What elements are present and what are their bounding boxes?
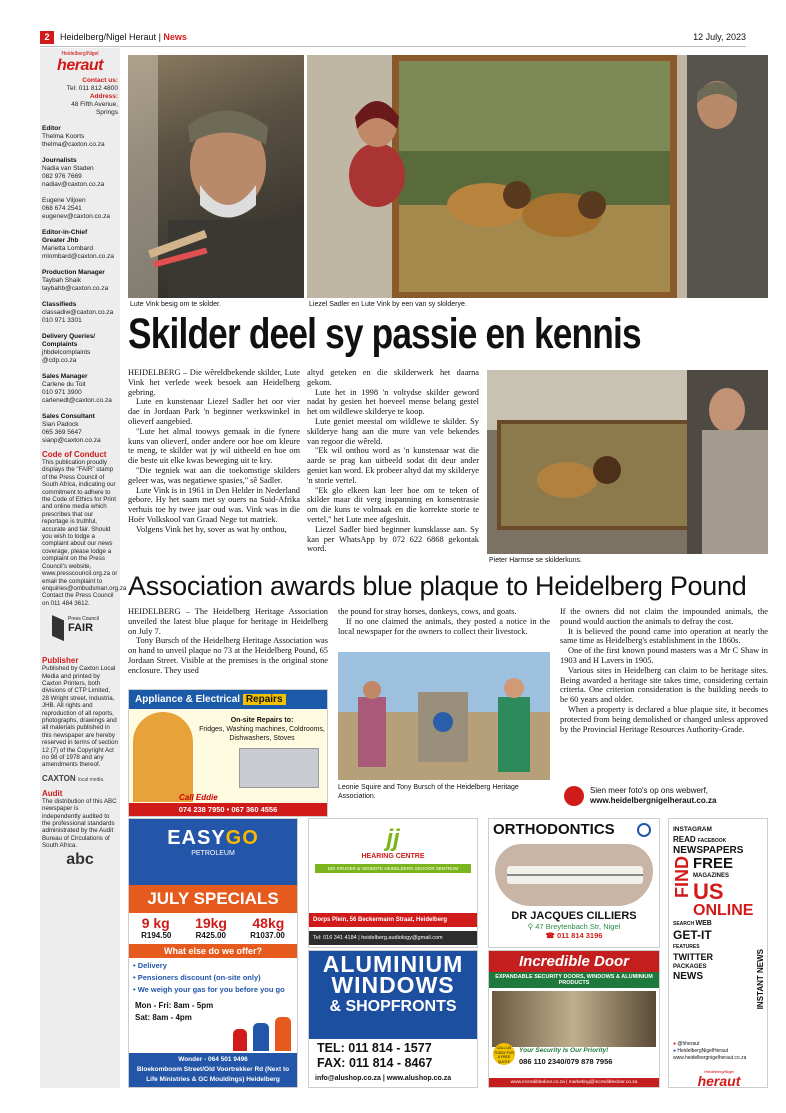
- article-paragraph: Volgens Vink het hy, sover as wat hy onthou,: [136, 524, 287, 534]
- staff-role: Sales Manager: [42, 373, 88, 380]
- audit-text: The distribution of this ABC newspaper is independently audited to the professional standards administrated by the Audit Bureau of Circulations of South Africa.: [42, 797, 117, 850]
- article-paragraph: If no one claimed the animals, they posted a notice in the local newspaper for the owners to collect their livestock.: [338, 616, 550, 636]
- caption-photo-3: Pieter Harmse se skilderkuns.: [489, 557, 582, 564]
- abc-logo: abc: [66, 850, 94, 868]
- headline-blue-plaque: Association awards blue plaque to Heidelberg Pound: [128, 571, 747, 601]
- article-paragraph: Lute Vink is in 1961 in Den Helder in Nederland gebore. Hy het saam met sy ouers na Suid-Afrika verhuis toe hy twee jaar oud was. Vink was in die Hoër Volkskool van Graad Nege tot matriek.: [128, 485, 300, 524]
- header-rule: [40, 46, 746, 47]
- code-of-conduct-text: This publication proudly displays the "FAIR" stamp of the Press Council of South Africa, indicating our commitment to adhere to the Code of Ethics for Print and online media which prescribes that our reportage is truthful, accurate and fair. Should you wish to lodge a complaint about our news coverage, please lodge a complaint on the Press Council's website, www.presscouncil.org.za or email the complaint to enquiries@ombudsman.org.za Contact the Press Council on 011 484 3612.: [42, 459, 127, 607]
- staff-contact: 010 971 3301: [42, 317, 82, 324]
- article-paragraph: "Ek glo elkeen kan leer hoe om te teken of skilder maar dit verg inspanning en konsentrasie om die kuns te volmaak en die korrekte storie te vertel," het Lute mee afgesluit.: [307, 485, 479, 524]
- caption-photo-1: Lute Vink besig om te skilder.: [130, 301, 221, 308]
- article-paragraph: "Lute het almal toowys gemaak in die fynere kuns van olieverf, onder andere oor hoe om kleure te meng, te skilder wat jy wil uitbeeld en hoe om die beste uit elke kwas beweging uit te kry.: [128, 426, 300, 466]
- door-products-image: [492, 991, 656, 1047]
- staff-role: Production Manager: [42, 269, 105, 276]
- staff-entry: [42, 229, 118, 261]
- article-paragraph: Tony Bursch of the Heidelberg Heritage Association was on hand to unveil plaque no 73 at the Heidelberg Pound, 65 Jordaan Street. Visible at the premises is the original stone enclosure. They used: [128, 636, 328, 675]
- audit-heading: Audit: [42, 788, 63, 798]
- plaque-illustration: [338, 652, 550, 780]
- heraut-logo: Heidelberg/Nigel heraut: [57, 51, 103, 74]
- article-paragraph: Lute het in 1998 'n voltydse skilder geword nadat hy gesien het hoeveel mense belang gestel het om wildlewe skilderye te koop.: [307, 387, 479, 417]
- appliance-title: Appliance & Electrical Repairs: [129, 690, 327, 709]
- staff-entry: [42, 125, 118, 149]
- staff-contact: @cdp.co.za: [42, 357, 77, 364]
- staff-entry: [42, 413, 118, 445]
- staff-name: classadiw@caxton.co.za: [42, 309, 114, 316]
- photo-pieter-harmse: [487, 370, 768, 554]
- press-council-fair-logo: Press Council FAIR: [42, 613, 118, 643]
- article-paragraph: Liezel Sadler bied beginner kunsklasse aan. Sy kan per WhatsApp by 072 622 6868 gekontak word.: [307, 524, 479, 554]
- article-paragraph: One of the first known pound masters was a Mr C Shaw in 1903 and H Lavers in 1905.: [560, 646, 768, 665]
- harmse-illustration: [487, 370, 768, 554]
- article-paragraph: Various sites in Heidelberg can claim to be heritage sites. Being awarded a heritage site takes time, considering certain criteria. One criterion consideration is the building needs to be 60 years and older.: [560, 665, 768, 705]
- staff-entry: [42, 197, 118, 221]
- article-paragraph: "Ek wil onthou word as 'n kunstenaar wat die aarde se prag kan uitbeeld sodat dit deur ander geniet kan word. Ek probeer altyd dat my skilderye 'n storie vertel.: [307, 446, 479, 485]
- staff-role: Sales Consultant: [42, 413, 95, 420]
- section-label: News: [163, 32, 187, 42]
- ad-aluminium-windows[interactable]: ALUMINIUM WINDOWS & SHOPFRONTS TEL: 011 814 - 1577 FAX: 011 814 - 8467 info@alushop.co.za | www.alushop.co.za: [308, 950, 478, 1088]
- staff-entry: [42, 157, 118, 189]
- lions-illustration: [307, 55, 768, 298]
- staff-contact: 065 369 5647 sianp@caxton.co.za: [42, 429, 101, 444]
- gas-cylinders-icon: [233, 1015, 293, 1051]
- code-of-conduct-heading: Code of Conduct: [42, 450, 107, 459]
- pin-icon: ⚲: [527, 922, 534, 931]
- staff-role: Delivery Queries/ Complaints: [42, 333, 96, 348]
- smile-teeth-image: [495, 844, 653, 906]
- ad-incredible-door[interactable]: Incredible Door EXPANDABLE SECURITY DOORS, WINDOWS & ALUMINIUM PRODUCTS CALL US TODAY FOR A FREE QUOTE Your Security Is Our Priority! 086 110 2340/079 878 7956 www.incredibledoor.co.za | marketing@incredibledoor.co.za: [488, 950, 660, 1088]
- article-paragraph: Lute en kunstenaar Liezel Sadler het oor vier dae in Jordaan Park 'n beginner werkswinkel in olieverf aangebied.: [128, 397, 300, 426]
- staff-name: Carlene du Toit: [42, 381, 86, 388]
- tooth-icon: [637, 823, 651, 837]
- article-paragraph: HEIDELBERG – Die wêreldbekende skilder, Lute Vink het verlede week besoek aan Heidelberg gebring.: [128, 368, 300, 397]
- staff-contact: 010 971 3900 carlenedt@caxton.co.za: [42, 389, 112, 404]
- ad-orthodontics[interactable]: ORTHODONTICS DR JACQUES CILLIERS ⚲ 47 Breytenbach Str, Nigel ☎ 011 814 3196: [488, 818, 660, 948]
- caption-photo-2: Liezel Sadler en Lute Vink by een van sy skilderye.: [309, 301, 467, 308]
- article-paragraph: the pound for stray horses, donkeys, cows, and goats.: [338, 607, 517, 616]
- staff-role: Editor: [42, 125, 61, 132]
- publisher-text: Published by Caxton Local Media and printed by Caxton Printers, both divisions of CTP Limited, 28 Wright street, Industria, JHB. All rights and reproduction of all reports, photographs, drawings and all materials published in this newspaper are hereby reserved in terms of section 12 (7) of the Copyright Act no 98 of 1978 and any amendments thereof.: [42, 665, 118, 769]
- publication-name: Heidelberg/Nigel Heraut | News: [60, 32, 187, 42]
- facebook-icon: ●: [673, 1048, 677, 1054]
- issue-date: 12 July, 2023: [693, 32, 746, 42]
- staff-name: Nadia van Staden: [42, 165, 94, 172]
- hearing-logo: jj: [386, 825, 400, 852]
- phone-icon: ☎: [545, 931, 555, 940]
- technician-icon: [133, 712, 193, 802]
- staff-entry: [42, 333, 118, 365]
- article2-col1: [128, 607, 328, 676]
- masthead-sidebar: [40, 48, 127, 1088]
- staff-contact: mlombard@caxton.co.za: [42, 253, 114, 260]
- staff-contact: thelma@caxton.co.za: [42, 141, 105, 148]
- caption-photo-4: Leonie Squire and Tony Bursch of the Heidelberg Heritage Association.: [338, 784, 519, 800]
- ad-hearing-centre[interactable]: jj HEARING CENTRE DIE KRUGER & VENNOTE HEIDELBERG GEHOOR SENTRUM Dorps Plein, 56 Beckermann Straat, Heidelberg Tel: 016 341 4184 | heidelberg.audiology@gmail.com: [308, 818, 478, 948]
- staff-name: jhbdelcomplaints: [42, 349, 91, 356]
- article-paragraph: Lute geniet meestal om wildlewe te skilder. Sy skilderye hang aan die mure van vele bekendes van regoor die wêreld.: [307, 416, 479, 446]
- staff-entry: [42, 269, 118, 293]
- staff-contact: 082 976 7669 nadiav@caxton.co.za: [42, 173, 105, 188]
- article-paragraph: It is believed the pound came into operation at nearly the same time as Heidelberg's establishment in the 1860s.: [560, 626, 768, 646]
- photo-lute-painting: [128, 55, 304, 298]
- web-red-dot-icon: [564, 786, 584, 806]
- article2-col3: [560, 607, 768, 734]
- staff-contact: taybahb@caxton.co.za: [42, 285, 109, 292]
- staff-name: Sian Padock: [42, 421, 79, 428]
- more-photos-link[interactable]: Sien meer foto's op ons webwerf, www.heidelbergnigelheraut.co.za: [590, 786, 717, 805]
- twitter-icon: ●: [673, 1041, 677, 1047]
- headline-skilder: Skilder deel sy passie en kennis: [128, 310, 641, 358]
- easygo-logo: EASYGO PETROLEUM: [129, 819, 297, 885]
- page-header: [40, 30, 746, 46]
- staff-entry: [42, 301, 118, 325]
- painter-illustration: [128, 55, 304, 298]
- ad-easygo-petroleum[interactable]: EASYGO PETROLEUM JULY SPECIALS 9 kg 19kg 48kg R194.50 R425.00 R1037.00 What else do we offer? • Delivery • Pensioners discount (on-site only) • We weigh your gas for you before you go Mon - Fri: 8am - 5pm Sat: 8am - 4pm Wonder - 064 501 9496 Bloekomboom Street/Old Voortrekker Rd (Next to Life Ministries & GC Mouldings) Heidelberg: [128, 818, 298, 1088]
- article2-col2: [338, 607, 550, 636]
- article1-col1: [128, 368, 300, 535]
- staff-name: Thelma Koorts: [42, 133, 85, 140]
- article-paragraph: If the owners did not claim the impounded animals, the pound would auction the animals to defray the cost.: [560, 607, 768, 626]
- staff-list: [42, 125, 118, 445]
- article1-col2: [307, 368, 479, 554]
- article-paragraph: When a property is declared a blue plaque site, it becomes protected from being demolished or changed unless approved by the Provincial Heritage Resources Authority-Grade.: [560, 704, 768, 734]
- article-paragraph: HEIDELBERG – The Heidelberg Heritage Association unveiled the latest blue plaque for heritage in Heidelberg on July 7.: [128, 607, 328, 636]
- staff-name: Taybah Shaik: [42, 277, 82, 284]
- staff-role: Journalists: [42, 157, 77, 164]
- staff-role: Editor-in-Chief Greater Jhb: [42, 229, 88, 244]
- staff-entry: [42, 373, 118, 405]
- contact-block: Contact us: Tel: 011 812 4800 Address: 48 Fifth Avenue, Springs: [66, 77, 118, 116]
- staff-contact: 068 674 2541 eugenev@caxton.co.za: [42, 205, 111, 220]
- ad-appliance-repairs[interactable]: Appliance & Electrical Repairs On-site Repairs to: Fridges, Washing machines, Coldrooms, Dishwashers, Stoves Call Eddie 074 238 7950 • 067 360 4556: [128, 689, 328, 817]
- ad-heraut-online[interactable]: INSTAGRAM READ FACEBOOK NEWSPAPERS FIND FREE MAGAZINES US ONLINE SEARCH WEB GET-IT FEATURES TWITTER PACKAGES NEWS INSTANT NEWS ● @hheraut ● HeidelbergNigelHeraut www.heidelbergnigelheraut.co.za Heidelberg/Nigel heraut: [668, 818, 768, 1088]
- staff-name: Eugene Viljoen: [42, 197, 86, 204]
- publisher-heading: Publisher: [42, 656, 79, 666]
- photo-lions-painting: [307, 55, 768, 298]
- article-paragraph: "Die tegniek wat aan die toekomstige skilders geleer was, was negatiewe spasies," sê Sadler.: [128, 465, 300, 485]
- photo-plaque-unveil: [338, 652, 550, 780]
- appliances-icon: [239, 748, 319, 788]
- staff-name: Marietta Lombard: [42, 245, 93, 252]
- page-number: 2: [40, 31, 54, 44]
- article-paragraph: altyd geteken en die skilderwerk het daarna gekom.: [307, 368, 479, 387]
- heraut-promo-logo: Heidelberg/Nigel heraut: [697, 1069, 741, 1088]
- caxton-logo: CAXTON local media: [42, 773, 104, 783]
- staff-role: Classifieds: [42, 301, 77, 308]
